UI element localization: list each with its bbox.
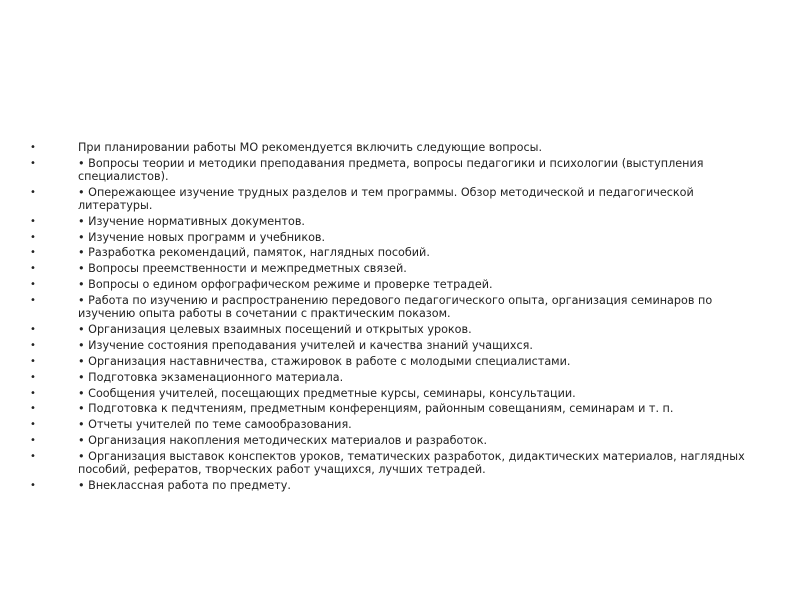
list-item-text: • Подготовка к педчтениям, предметным конференциям, районным совещаниям, семинарам и т. п.: [78, 402, 674, 416]
bullet-list: [30, 141, 750, 495]
bullet-marker: •: [30, 247, 36, 259]
list-item: [30, 246, 750, 259]
bullet-marker: •: [30, 339, 36, 351]
list-item-text: • Подготовка экзаменационного материала.: [78, 370, 344, 384]
list-item: [30, 323, 750, 336]
list-item: [30, 157, 750, 183]
list-item-text: • Работа по изучению и распространению передового педагогического опыта, организация семинаров по изучению опыта работы в сочетании с практическим показом.: [78, 294, 713, 321]
list-item-text: • Опережающее изучение трудных разделов и тем программы. Обзор методической и педагогической литературы.: [78, 185, 694, 212]
bullet-marker: •: [30, 387, 36, 399]
list-item: [30, 339, 750, 352]
bullet-marker: •: [30, 295, 36, 307]
list-item-text: • Организация выставок конспектов уроков, тематических разработок, дидактических материалов, наглядных пособий, рефератов, творческих работ учащихся, лучших тетрадей.: [78, 450, 745, 477]
list-item: [30, 479, 750, 492]
list-item: [30, 402, 750, 415]
list-item-text: • Вопросы о едином орфографическом режиме и проверке тетрадей.: [78, 278, 493, 292]
list-item-text: • Отчеты учителей по теме самообразования.: [78, 418, 352, 432]
list-item: [30, 355, 750, 368]
bullet-marker: •: [30, 263, 36, 275]
bullet-marker: •: [30, 419, 36, 431]
bullet-marker: •: [30, 186, 36, 198]
list-item-text: При планировании работы МО рекомендуется включить следующие вопросы.: [78, 141, 543, 154]
list-item: [30, 418, 750, 431]
list-item-text: • Организация наставничества, стажировок в работе с молодыми специалистами.: [78, 354, 571, 368]
list-item: [30, 186, 750, 212]
list-item: [30, 141, 750, 154]
list-item-text: • Вопросы теории и методики преподавания предмета, вопросы педагогики и психологии (выступления специалистов).: [78, 156, 704, 183]
list-item-text: • Сообщения учителей, посещающих предметные курсы, семинары, консультации.: [78, 386, 576, 400]
list-item: [30, 262, 750, 275]
list-item: [30, 294, 750, 320]
bullet-marker: •: [30, 355, 36, 367]
bullet-marker: •: [30, 324, 36, 336]
list-item-text: • Изучение новых программ и учебников.: [78, 230, 326, 244]
bullet-marker: •: [30, 231, 36, 243]
list-item: [30, 278, 750, 291]
bullet-marker: •: [30, 215, 36, 227]
list-item-text: • Внеклассная работа по предмету.: [78, 479, 291, 493]
bullet-marker: •: [30, 480, 36, 492]
list-item-text: • Вопросы преемственности и межпредметных связей.: [78, 262, 407, 276]
bullet-marker: •: [30, 142, 36, 153]
list-item-text: • Разработка рекомендаций, памяток, наглядных пособий.: [78, 246, 430, 260]
list-item-text: • Организация накопления методических материалов и разработок.: [78, 434, 488, 448]
list-item-text: • Изучение нормативных документов.: [78, 214, 305, 228]
bullet-marker: •: [30, 279, 36, 291]
list-item: [30, 371, 750, 384]
bullet-marker: •: [30, 157, 36, 169]
bullet-marker: •: [30, 451, 36, 463]
bullet-marker: •: [30, 435, 36, 447]
list-item: [30, 215, 750, 228]
list-item-text: • Изучение состояния преподавания учителей и качества знаний учащихся.: [78, 338, 533, 352]
list-item: [30, 387, 750, 400]
bullet-marker: •: [30, 403, 36, 415]
bullet-marker: •: [30, 371, 36, 383]
list-item: [30, 231, 750, 244]
list-item: [30, 434, 750, 447]
list-item: [30, 450, 750, 476]
list-item-text: • Организация целевых взаимных посещений и открытых уроков.: [78, 323, 472, 337]
